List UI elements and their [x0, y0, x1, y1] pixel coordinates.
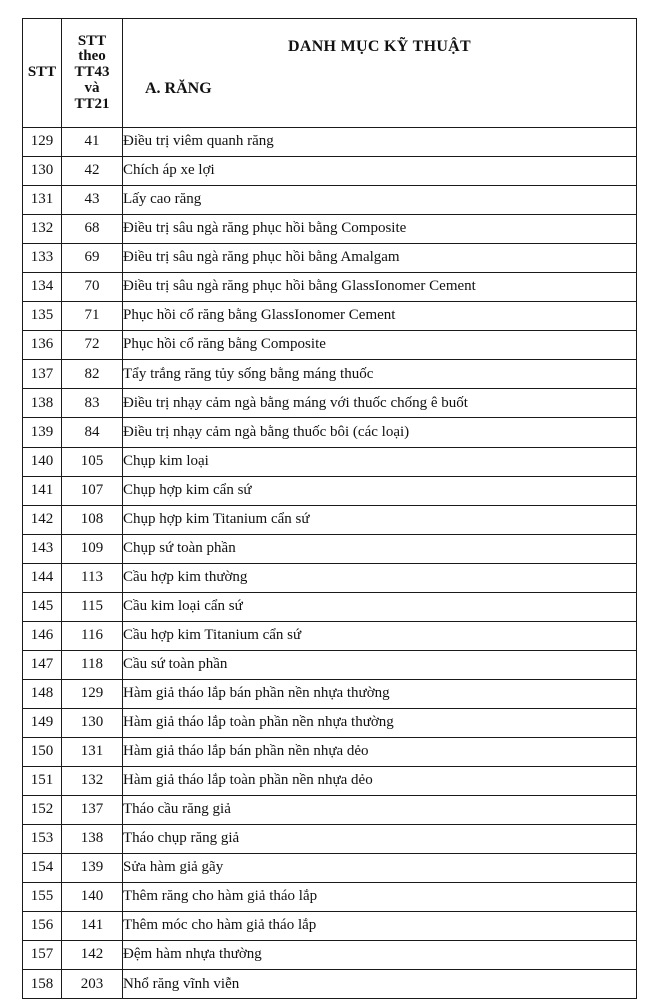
table-row: [23, 302, 637, 331]
header-title-cell: [123, 19, 637, 128]
row-name: Điều trị sâu ngà răng phục hồi bằng Composite: [123, 215, 637, 244]
table-row: [23, 767, 637, 796]
row-name: Hàm giả tháo lắp toàn phần nền nhựa dẻo: [123, 767, 637, 796]
table-row: [23, 679, 637, 708]
row-name: Điều trị nhạy cảm ngà bằng thuốc bôi (các loại): [123, 418, 637, 447]
row-ref: 68: [62, 215, 123, 244]
row-stt: 141: [23, 476, 62, 505]
row-stt: 150: [23, 737, 62, 766]
row-stt: 155: [23, 883, 62, 912]
row-stt: 156: [23, 912, 62, 941]
row-stt: 140: [23, 447, 62, 476]
row-stt: 136: [23, 331, 62, 360]
table-row: [23, 737, 637, 766]
table-row: [23, 592, 637, 621]
row-stt: 149: [23, 708, 62, 737]
row-name: Chụp sứ toàn phần: [123, 534, 637, 563]
row-ref: 84: [62, 418, 123, 447]
row-name: Cầu kim loại cẩn sứ: [123, 592, 637, 621]
header-stt-ref-line: STT: [77, 32, 107, 49]
row-ref: 82: [62, 360, 123, 389]
row-ref: 105: [62, 447, 123, 476]
row-ref: 108: [62, 505, 123, 534]
table-row: [23, 128, 637, 157]
row-name: Thêm móc cho hàm giả tháo lắp: [123, 912, 637, 941]
table-row: [23, 505, 637, 534]
row-stt: 152: [23, 796, 62, 825]
row-ref: 41: [62, 128, 123, 157]
technique-table: [22, 18, 637, 999]
header-stt-ref: [62, 19, 123, 128]
row-name: Cầu hợp kim thường: [123, 563, 637, 592]
table-row: [23, 389, 637, 418]
row-stt: 133: [23, 244, 62, 273]
row-name: Cầu sứ toàn phần: [123, 650, 637, 679]
row-stt: 153: [23, 825, 62, 854]
table-header-row: [23, 19, 637, 128]
row-name: Cầu hợp kim Titanium cẩn sứ: [123, 621, 637, 650]
row-ref: 72: [62, 331, 123, 360]
row-ref: 141: [62, 912, 123, 941]
table-row: [23, 796, 637, 825]
table-row: [23, 825, 637, 854]
table-row: [23, 418, 637, 447]
row-ref: 43: [62, 186, 123, 215]
table-row: [23, 563, 637, 592]
row-stt: 132: [23, 215, 62, 244]
table-row: [23, 360, 637, 389]
row-stt: 157: [23, 941, 62, 970]
row-name: Điều trị viêm quanh răng: [123, 128, 637, 157]
row-name: Chụp kim loại: [123, 447, 637, 476]
row-name: Hàm giả tháo lắp bán phần nền nhựa dẻo: [123, 737, 637, 766]
row-ref: 83: [62, 389, 123, 418]
row-stt: 131: [23, 186, 62, 215]
row-name: Tẩy trắng răng tủy sống bằng máng thuốc: [123, 360, 637, 389]
row-stt: 134: [23, 273, 62, 302]
row-stt: 145: [23, 592, 62, 621]
header-stt-ref-line: TT21: [74, 95, 110, 112]
table-row: [23, 941, 637, 970]
table-row: [23, 215, 637, 244]
row-name: Nhổ răng vĩnh viễn: [123, 970, 637, 999]
row-ref: 140: [62, 883, 123, 912]
row-stt: 142: [23, 505, 62, 534]
row-ref: 131: [62, 737, 123, 766]
row-stt: 158: [23, 970, 62, 999]
row-name: Lấy cao răng: [123, 186, 637, 215]
row-ref: 107: [62, 476, 123, 505]
row-stt: 148: [23, 679, 62, 708]
row-name: Phục hồi cổ răng bằng GlassIonomer Cement: [123, 302, 637, 331]
header-stt: STT: [23, 19, 62, 128]
header-title: DANH MỤC KỸ THUẬT: [287, 38, 472, 55]
header-stt-ref-line: TT43: [74, 64, 110, 81]
row-name: Thêm răng cho hàm giả tháo lắp: [123, 883, 637, 912]
header-stt-ref-line: và: [84, 79, 100, 96]
row-ref: 71: [62, 302, 123, 331]
table-row: [23, 157, 637, 186]
table-row: [23, 244, 637, 273]
table-row: [23, 650, 637, 679]
row-name: Hàm giả tháo lắp toàn phần nền nhựa thường: [123, 708, 637, 737]
row-ref: 130: [62, 708, 123, 737]
row-ref: 203: [62, 970, 123, 999]
table-row: [23, 186, 637, 215]
table-row: [23, 708, 637, 737]
row-stt: 144: [23, 563, 62, 592]
row-stt: 138: [23, 389, 62, 418]
section-heading: A. RĂNG: [145, 80, 212, 97]
row-ref: 129: [62, 679, 123, 708]
row-ref: 42: [62, 157, 123, 186]
row-name: Sửa hàm giả gãy: [123, 854, 637, 883]
table-row: [23, 534, 637, 563]
row-stt: 135: [23, 302, 62, 331]
table-row: [23, 273, 637, 302]
row-ref: 115: [62, 592, 123, 621]
row-stt: 129: [23, 128, 62, 157]
row-ref: 118: [62, 650, 123, 679]
header-stt-ref-line: theo: [78, 48, 106, 65]
row-name: Hàm giả tháo lắp bán phần nền nhựa thường: [123, 679, 637, 708]
row-ref: 142: [62, 941, 123, 970]
row-ref: 70: [62, 273, 123, 302]
row-ref: 137: [62, 796, 123, 825]
row-stt: 146: [23, 621, 62, 650]
row-name: Điều trị sâu ngà răng phục hồi bằng Amalgam: [123, 244, 637, 273]
row-name: Chụp hợp kim Titanium cẩn sứ: [123, 505, 637, 534]
row-name: Điều trị sâu ngà răng phục hồi bằng GlassIonomer Cement: [123, 273, 637, 302]
row-ref: 69: [62, 244, 123, 273]
row-name: Chụp hợp kim cẩn sứ: [123, 476, 637, 505]
row-stt: 151: [23, 767, 62, 796]
row-name: Đệm hàm nhựa thường: [123, 941, 637, 970]
table-row: [23, 883, 637, 912]
row-name: Tháo chụp răng giả: [123, 825, 637, 854]
row-stt: 130: [23, 157, 62, 186]
row-stt: 147: [23, 650, 62, 679]
table-row: [23, 854, 637, 883]
table-row: [23, 331, 637, 360]
row-name: Điều trị nhạy cảm ngà bằng máng với thuốc chống ê buốt: [123, 389, 637, 418]
table-row: [23, 621, 637, 650]
row-ref: 113: [62, 563, 123, 592]
row-stt: 143: [23, 534, 62, 563]
table-row: [23, 912, 637, 941]
row-name: Phục hồi cổ răng bằng Composite: [123, 331, 637, 360]
row-ref: 138: [62, 825, 123, 854]
row-ref: 139: [62, 854, 123, 883]
row-ref: 109: [62, 534, 123, 563]
row-name: Tháo cầu răng giả: [123, 796, 637, 825]
table-row: [23, 970, 637, 999]
row-ref: 132: [62, 767, 123, 796]
row-stt: 137: [23, 360, 62, 389]
row-ref: 116: [62, 621, 123, 650]
table-row: [23, 476, 637, 505]
table-row: [23, 447, 637, 476]
row-stt: 154: [23, 854, 62, 883]
row-name: Chích áp xe lợi: [123, 157, 637, 186]
row-stt: 139: [23, 418, 62, 447]
